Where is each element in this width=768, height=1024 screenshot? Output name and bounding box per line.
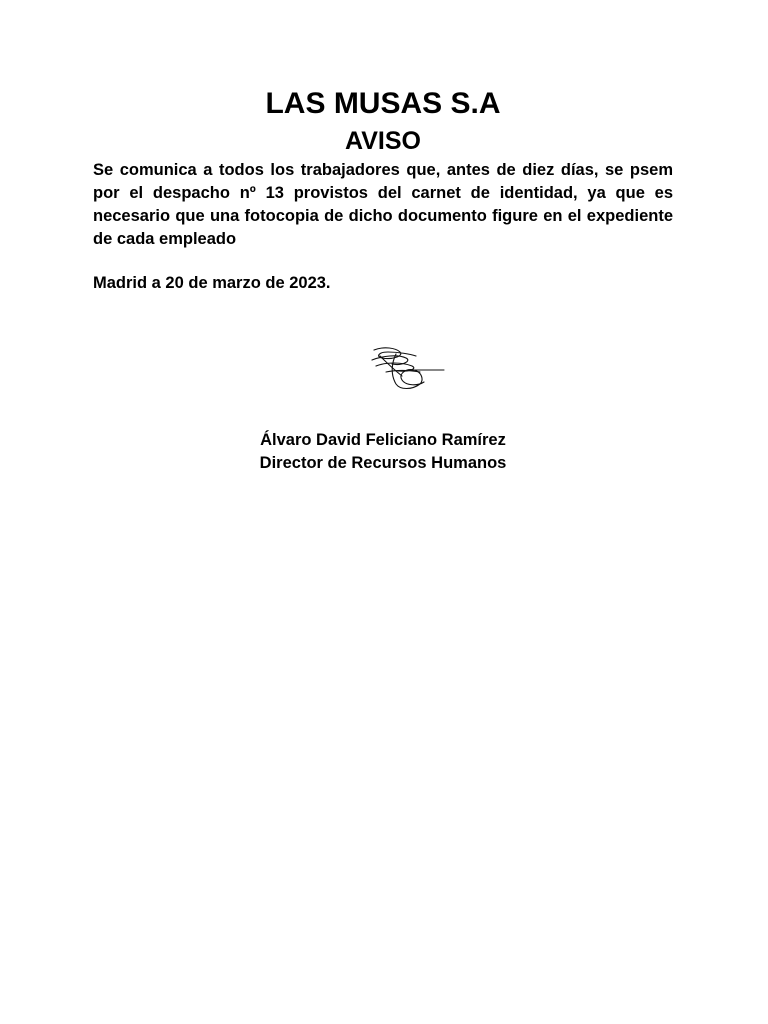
- signer-title: Director de Recursos Humanos: [259, 454, 507, 472]
- notice-body: Se comunica a todos los trabajadores que, antes de diez días, se psem por el despacho nº 13 provistos del carnet de identidad, ya que es necesario que una fotocopia de dicho documento figure en el expediente de cada empleado: [93, 161, 673, 248]
- date-line: Madrid a 20 de marzo de 2023.: [93, 274, 331, 292]
- handwritten-signature: [362, 340, 452, 398]
- company-name: LAS MUSAS S.A: [265, 87, 501, 120]
- notice-heading: AVISO: [345, 127, 421, 155]
- signer-name: Álvaro David Feliciano Ramírez: [260, 431, 506, 449]
